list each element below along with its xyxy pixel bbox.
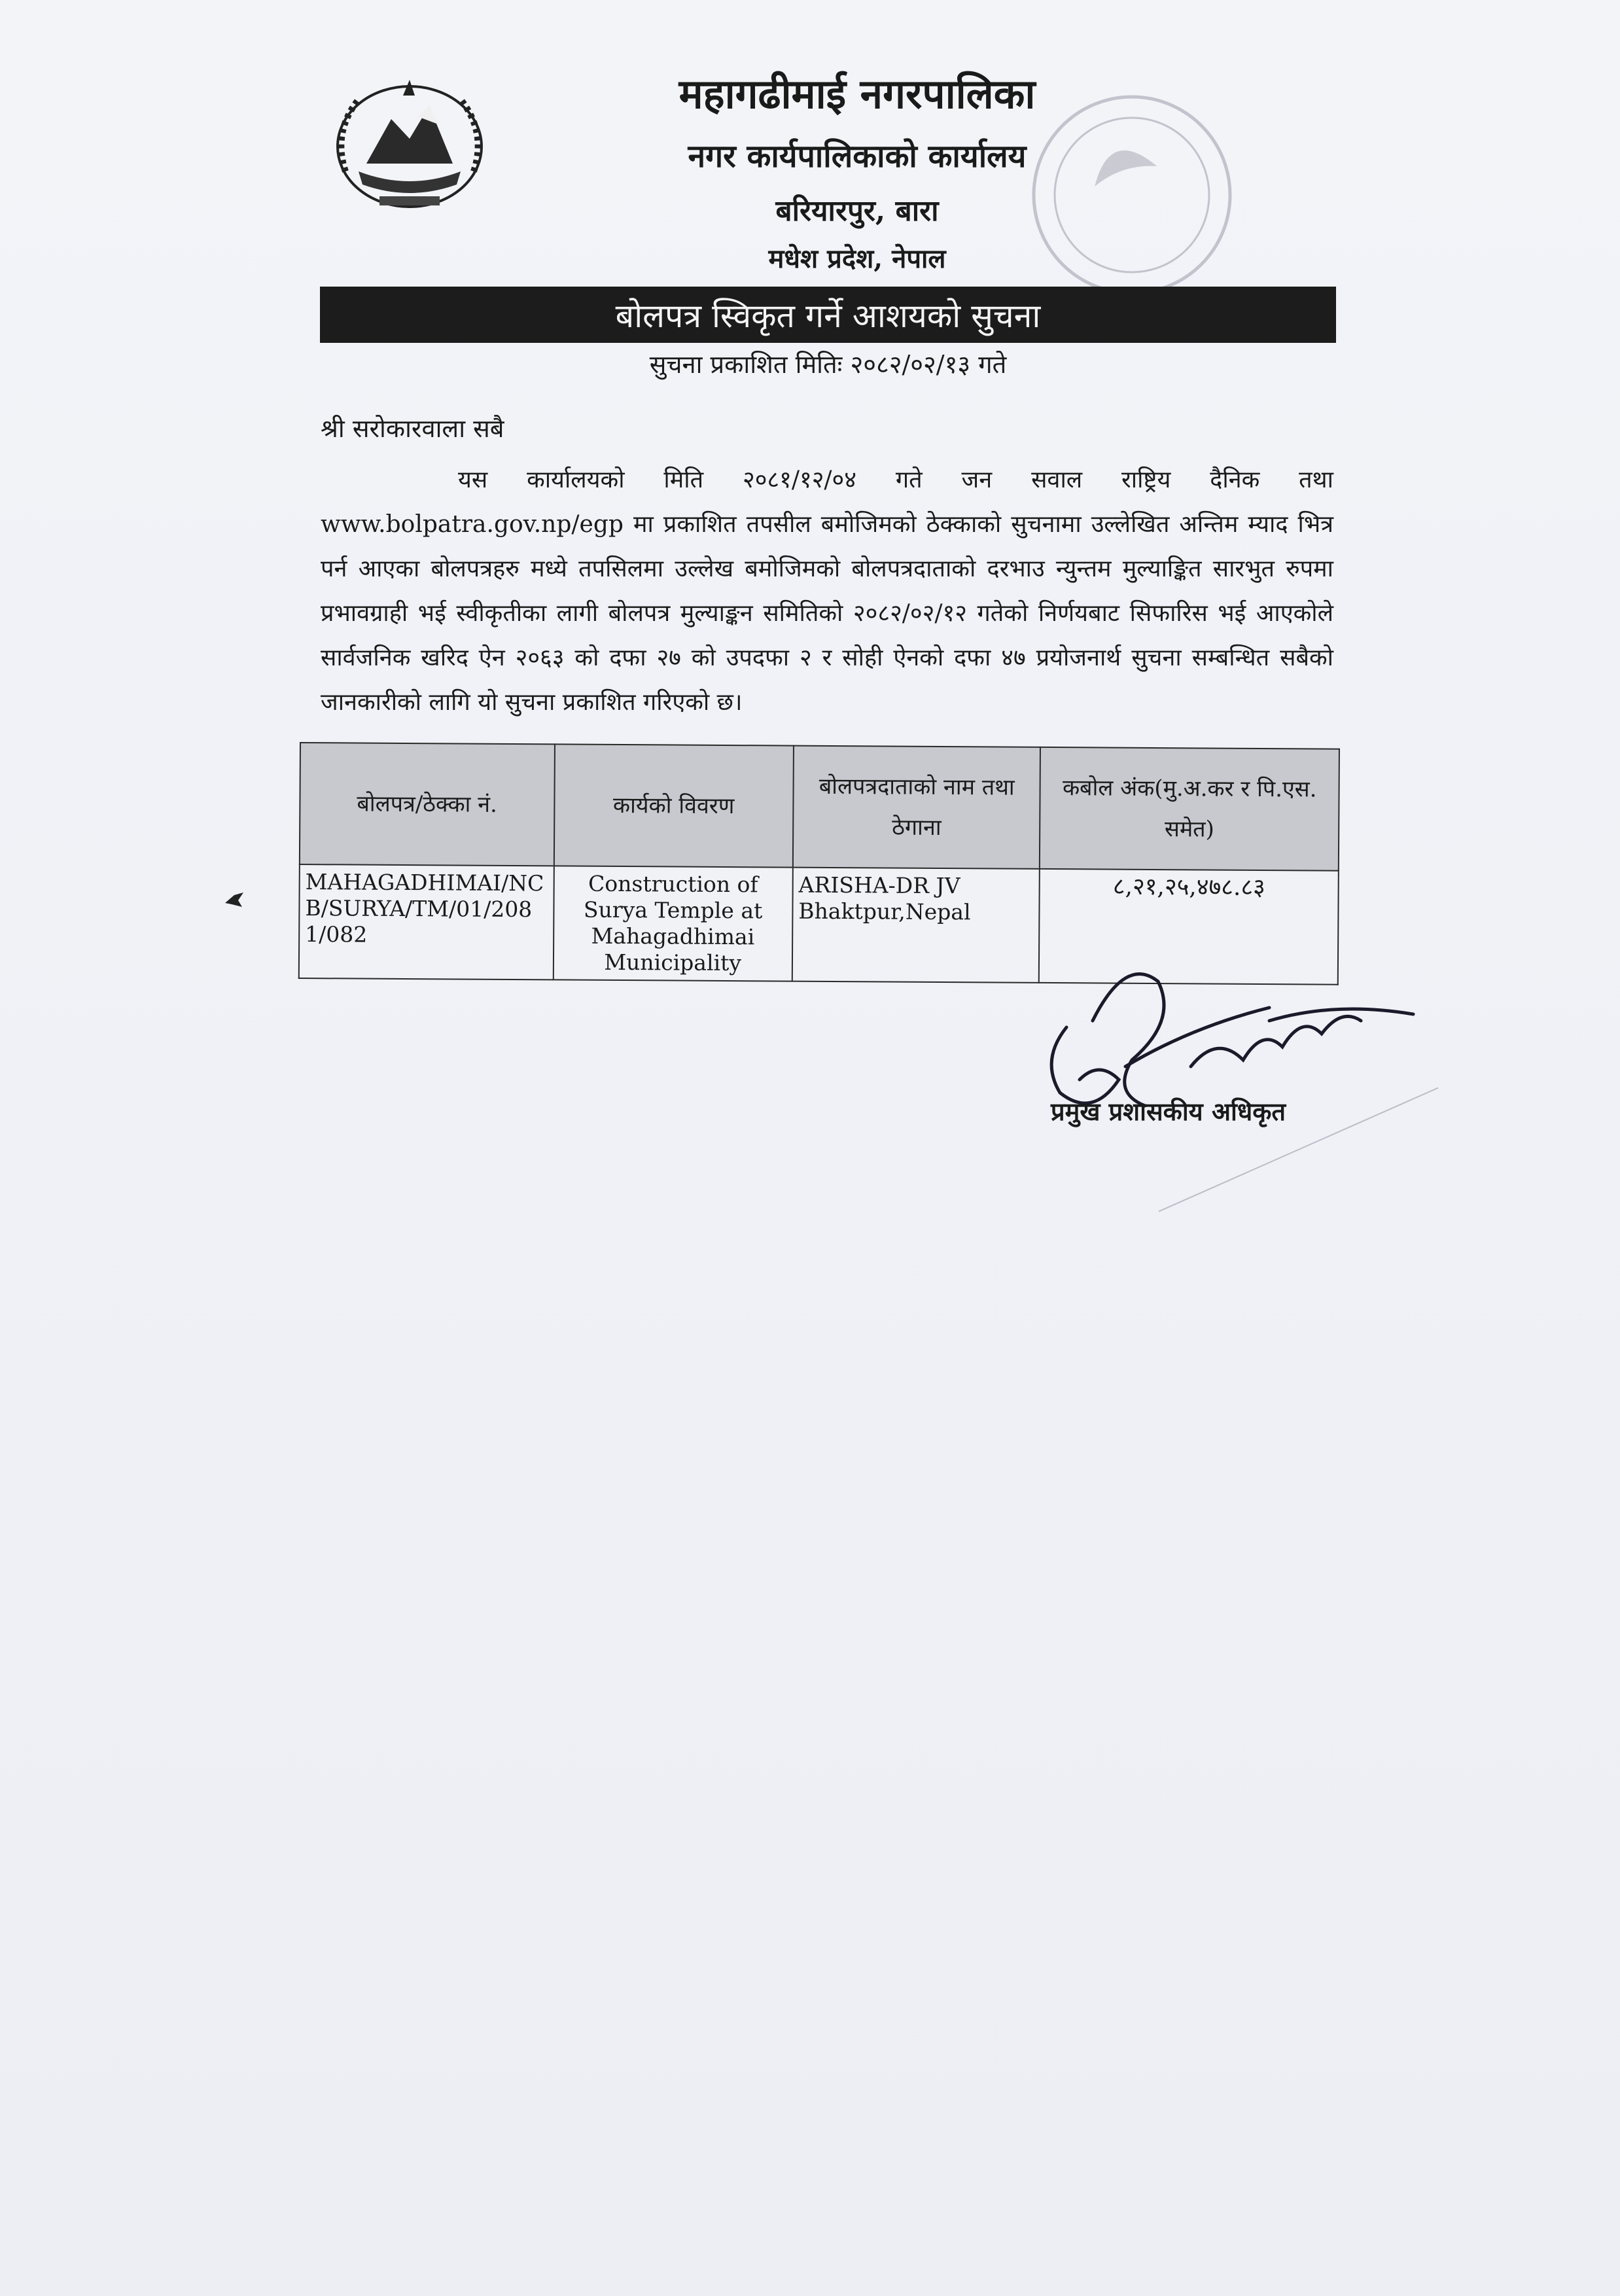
municipality-name: महागढीमाई नगरपालिका: [678, 70, 1036, 118]
header-bidder: बोलपत्रदाताको नाम तथा ठेगाना: [793, 746, 1041, 869]
office-seal-stamp: [1001, 84, 1263, 306]
header-description: कार्यको विवरण: [554, 744, 794, 867]
officer-signature: [1021, 929, 1479, 1165]
cell-contract-no: MAHAGADHIMAI/NCB/SURYA/TM/01/2081/082: [299, 864, 554, 980]
notice-paragraph-text: यस कार्यालयको मिति २०८१/१२/०४ गते जन सवाल राष्ट्रिय दैनिक तथा www.bolpatra.gov.np/egp मा प्रकाशित तपसील बमोजिमको ठेक्काको सुचनामा उल्लेखित अन्तिम म्याद भित्र पर्न आएका बोलपत्रहरु मध्ये तपसिलमा उल्लेख बमोजिमको बोलपत्रदाताको दरभाउ न्युन्तम मुल्याङ्कित सारभुत रुपमा प्रभावग्राही भई स्वीकृतीका लागी बोलपत्र मुल्याङ्कन समितिको २०८२/०२/१२ गतेको निर्णयबाट सिफारिस भई आएकोले सार्वजनिक खरिद ऐन २०६३ को दफा २७ को उपदफा २ र सोही ऐनको दफा ४७ प्रयोजनार्थ सुचना सम्बन्धित सबैको जानकारीको लागि यो सुचना प्रकाशित गरिएको छ।: [321, 467, 1333, 716]
notice-title: बोलपत्र स्विकृत गर्ने आशयको सुचना: [615, 297, 1041, 335]
salutation: श्री सरोकारवाला सबै: [321, 414, 504, 443]
nepal-government-emblem-icon: [319, 73, 500, 224]
publication-date: सुचना प्रकाशित मितिः २०८२/०२/१३ गते: [649, 350, 1007, 379]
header-amount: कबोल अंक(मु.अ.कर र पि.एस. समेत): [1040, 747, 1339, 871]
office-name: नगर कार्यपालिकाको कार्यालय: [688, 138, 1027, 175]
cell-amount: ८,२१,२५,४७८.८३: [1039, 869, 1339, 985]
cell-description: Construction of Surya Temple at Mahagadhimai Municipality: [553, 866, 792, 981]
notice-title-banner: [320, 287, 1336, 343]
ink-speck: [222, 890, 246, 910]
notice-paragraph: [321, 458, 1333, 725]
header-contract-no: बोलपत्र/ठेक्का नं.: [300, 743, 555, 866]
office-location: बरियारपुर, बारा: [775, 194, 939, 228]
signatory-title: प्रमुख प्रशासकीय अधिकृत: [1051, 1097, 1286, 1126]
cell-bidder: ARISHA-DR JV Bhaktpur,Nepal: [792, 868, 1040, 983]
province-name: मधेश प्रदेश, नेपाल: [768, 243, 946, 274]
table-header-row: [300, 743, 1339, 871]
